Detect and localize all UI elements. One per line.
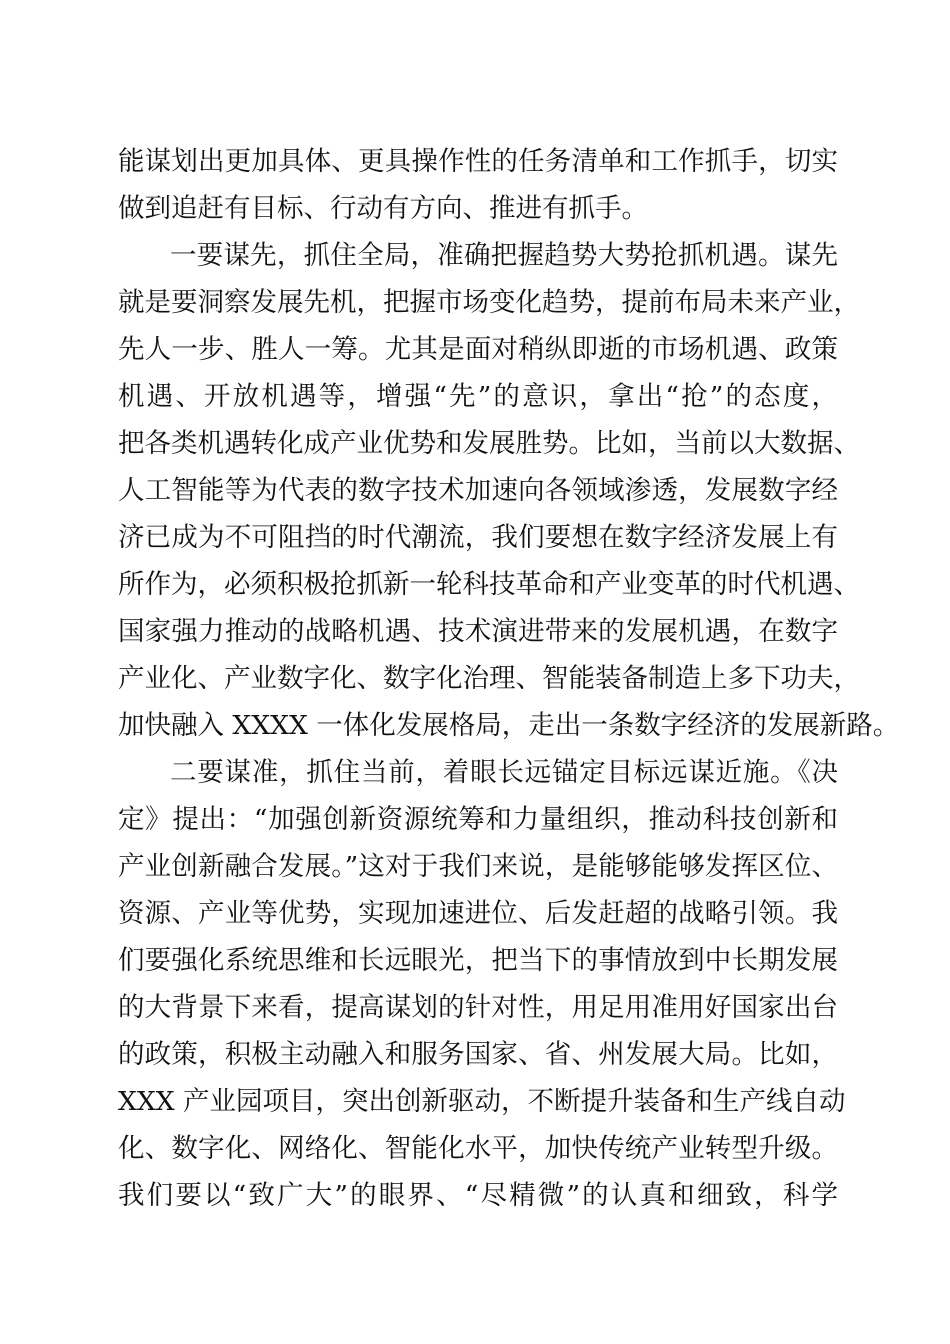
- paragraph-heading-line: 二要谋准，抓住当前，着眼长远锚定目标远谋近施。《决: [170, 757, 838, 788]
- text-line: 加快融入 XXXX 一体化发展格局，走出一条数字经济的发展新路。: [118, 710, 900, 741]
- text-line: 定》提出：“加强创新资源统筹和力量组织，推动科技创新和: [118, 804, 838, 835]
- text-line: 们要强化系统思维和长远眼光，把当下的事情放到中长期发展: [118, 945, 838, 976]
- text-line: 济已成为不可阻挡的时代潮流，我们要想在数字经济发展上有: [118, 522, 838, 553]
- text-line: 国家强力推动的战略机遇、技术演进带来的发展机遇，在数字: [118, 616, 838, 647]
- text-line: 就是要洞察发展先机，把握市场变化趋势，提前布局未来产业，: [118, 287, 860, 318]
- text-line: 机遇、开放机遇等，增强“先”的意识，拿出“抢”的态度，: [118, 381, 838, 412]
- text-line: 把各类机遇转化成产业优势和发展胜势。比如，当前以大数据、: [118, 428, 860, 459]
- text-line: XXX 产业园项目，突出创新驱动，不断提升装备和生产线自动: [118, 1086, 846, 1117]
- text-line: 产业创新融合发展。”这对于我们来说，是能够能够发挥区位、: [118, 851, 838, 882]
- text-line: 化、数字化、网络化、智能化水平，加快传统产业转型升级。: [118, 1133, 838, 1164]
- paragraph-heading-line: 一要谋先，抓住全局，准确把握趋势大势抢抓机遇。谋先: [170, 240, 838, 271]
- text-line: 能谋划出更加具体、更具操作性的任务清单和工作抓手，切实: [118, 146, 838, 177]
- text-line: 人工智能等为代表的数字技术加速向各领域渗透，发展数字经: [118, 475, 838, 506]
- text-line: 资源、产业等优势，实现加速进位、后发赶超的战略引领。我: [118, 898, 838, 929]
- text-line: 的大背景下来看，提高谋划的针对性，用足用准用好国家出台: [118, 992, 838, 1023]
- text-line: 做到追赶有目标、行动有方向、推进有抓手。: [118, 193, 648, 224]
- text-line: 所作为，必须积极抢抓新一轮科技革命和产业变革的时代机遇、: [118, 569, 860, 600]
- text-line: 产业化、产业数字化、数字化治理、智能装备制造上多下功夫，: [118, 663, 860, 694]
- text-line: 我们要以“致广大”的眼界、“尽精微”的认真和细致，科学: [118, 1180, 838, 1211]
- text-line: 的政策，积极主动融入和服务国家、省、州发展大局。比如，: [118, 1039, 838, 1070]
- text-line: 先人一步、胜人一筹。尤其是面对稍纵即逝的市场机遇、政策: [118, 334, 838, 365]
